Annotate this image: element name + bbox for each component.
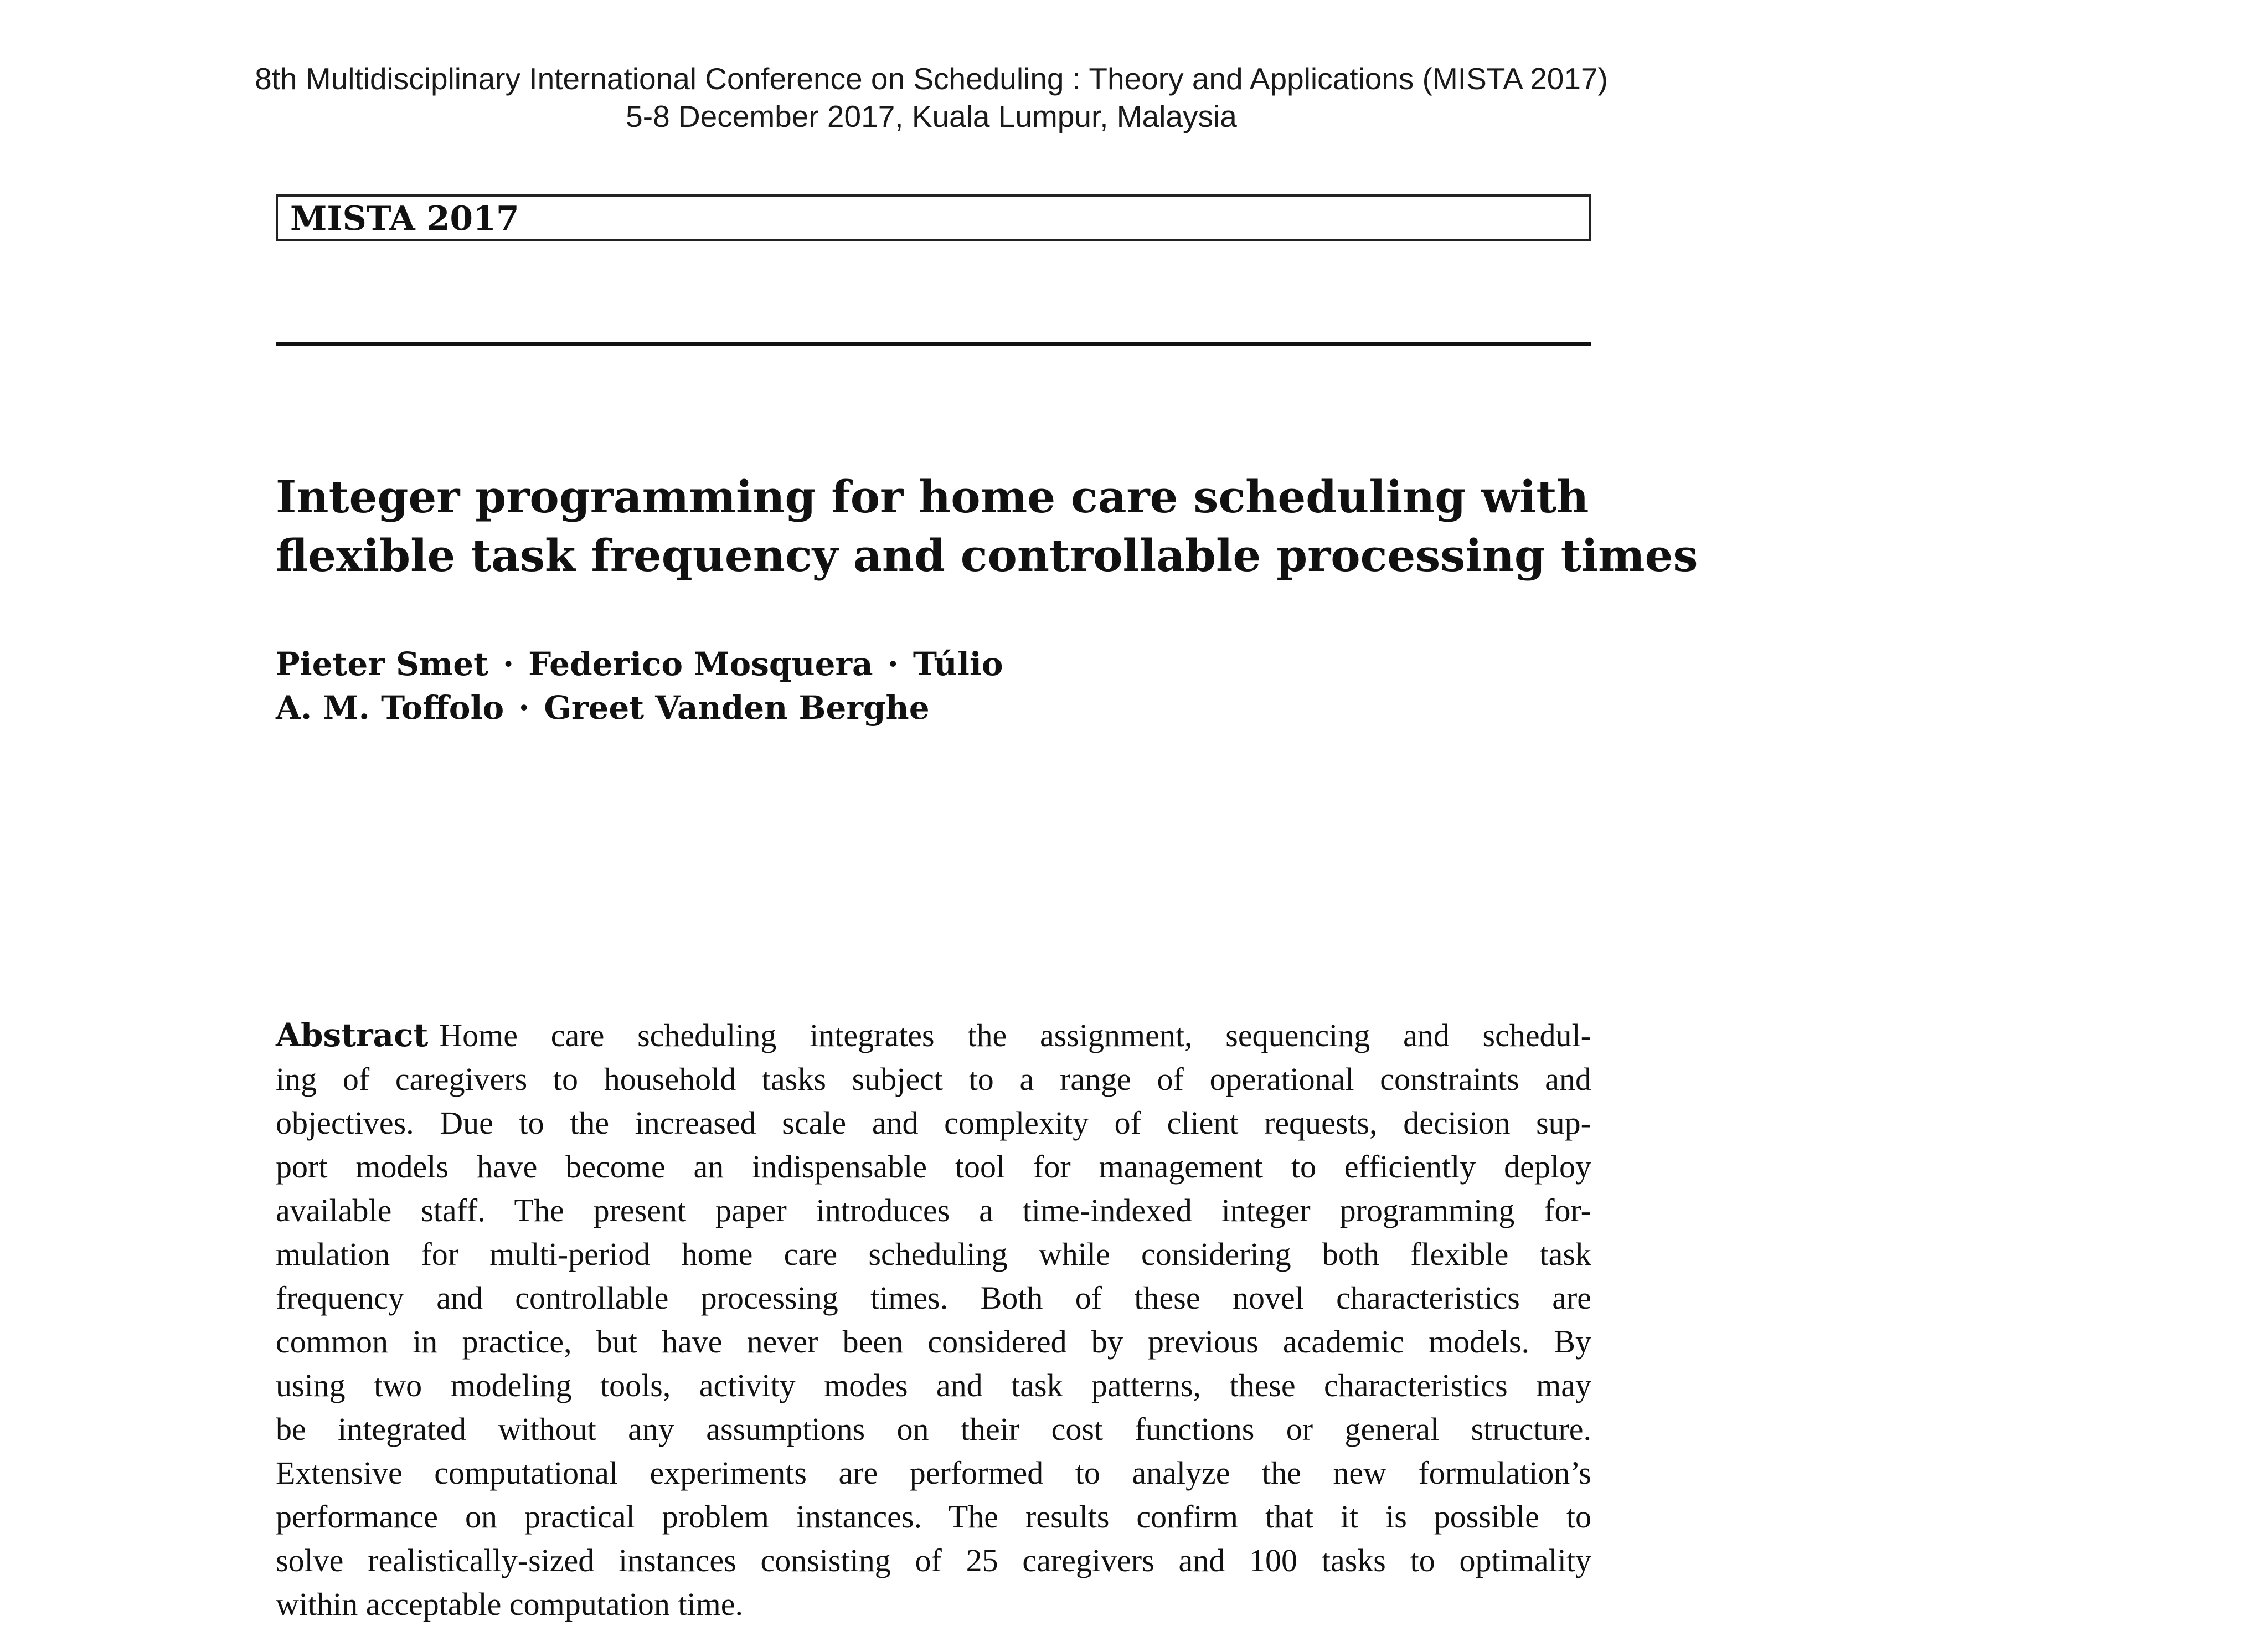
abstract-line: ing of caregivers to household tasks subject to a range of operational constraints and bbox=[276, 1061, 1591, 1097]
paper-title bbox=[276, 467, 1698, 585]
paper-title-line-1: Integer programming for home care scheduling with bbox=[276, 471, 1589, 523]
author-separator: · bbox=[502, 645, 514, 683]
abstract-line-text: Home care scheduling integrates the assignment, sequencing and schedul- bbox=[439, 1017, 1591, 1053]
abstract-line: objectives. Due to the increased scale and complexity of client requests, decision sup- bbox=[276, 1105, 1591, 1141]
abstract-line: be integrated without any assumptions on their cost functions or general structure. bbox=[276, 1411, 1591, 1447]
abstract-line: performance on practical problem instances. The results confirm that it is possible to bbox=[276, 1499, 1591, 1535]
author-separator: · bbox=[518, 689, 530, 727]
abstract-label: Abstract bbox=[276, 1016, 429, 1054]
abstract-line: port models have become an indispensable tool for management to efficiently deploy bbox=[276, 1149, 1591, 1185]
abstract-line: available staff. The present paper introduces a time-indexed integer programming for- bbox=[276, 1192, 1591, 1228]
series-box bbox=[276, 194, 1591, 241]
conference-name: 8th Multidisciplinary International Conference on Scheduling : Theory and Applications (MISTA 2017) bbox=[255, 61, 1608, 96]
conference-date-location: 5-8 December 2017, Kuala Lumpur, Malaysia bbox=[626, 99, 1237, 133]
abstract-line: using two modeling tools, activity modes and task patterns, these characteristics may bbox=[276, 1367, 1591, 1403]
abstract-line bbox=[276, 1013, 1591, 1057]
author-line-2 bbox=[276, 686, 1605, 730]
series-label: MISTA 2017 bbox=[290, 199, 519, 238]
author-name: Pieter Smet bbox=[276, 645, 488, 683]
abstract-line: common in practice, but have never been considered by previous academic models. By bbox=[276, 1324, 1591, 1360]
abstract-line: within acceptable computation time. bbox=[276, 1586, 743, 1622]
title-rule bbox=[276, 342, 1591, 346]
author-name: Federico Mosquera bbox=[528, 645, 873, 683]
abstract-line: Extensive computational experiments are performed to analyze the new formulation’s bbox=[276, 1455, 1591, 1491]
author-list bbox=[276, 642, 1605, 730]
author-name: Greet Vanden Berghe bbox=[544, 689, 930, 727]
author-name-part: Túlio bbox=[913, 645, 1003, 683]
abstract bbox=[276, 1013, 1591, 1626]
author-separator: · bbox=[887, 645, 899, 683]
abstract-line: solve realistically-sized instances consisting of 25 caregivers and 100 tasks to optimality bbox=[276, 1542, 1591, 1578]
author-line-1 bbox=[276, 642, 1605, 686]
author-name-part: A. M. Toffolo bbox=[276, 689, 504, 727]
abstract-line: mulation for multi-period home care scheduling while considering both flexible task bbox=[276, 1236, 1591, 1272]
paper-title-line-2: flexible task frequency and controllable processing times bbox=[276, 529, 1698, 582]
abstract-line: frequency and controllable processing times. Both of these novel characteristics are bbox=[276, 1280, 1591, 1316]
conference-header bbox=[0, 60, 1863, 135]
